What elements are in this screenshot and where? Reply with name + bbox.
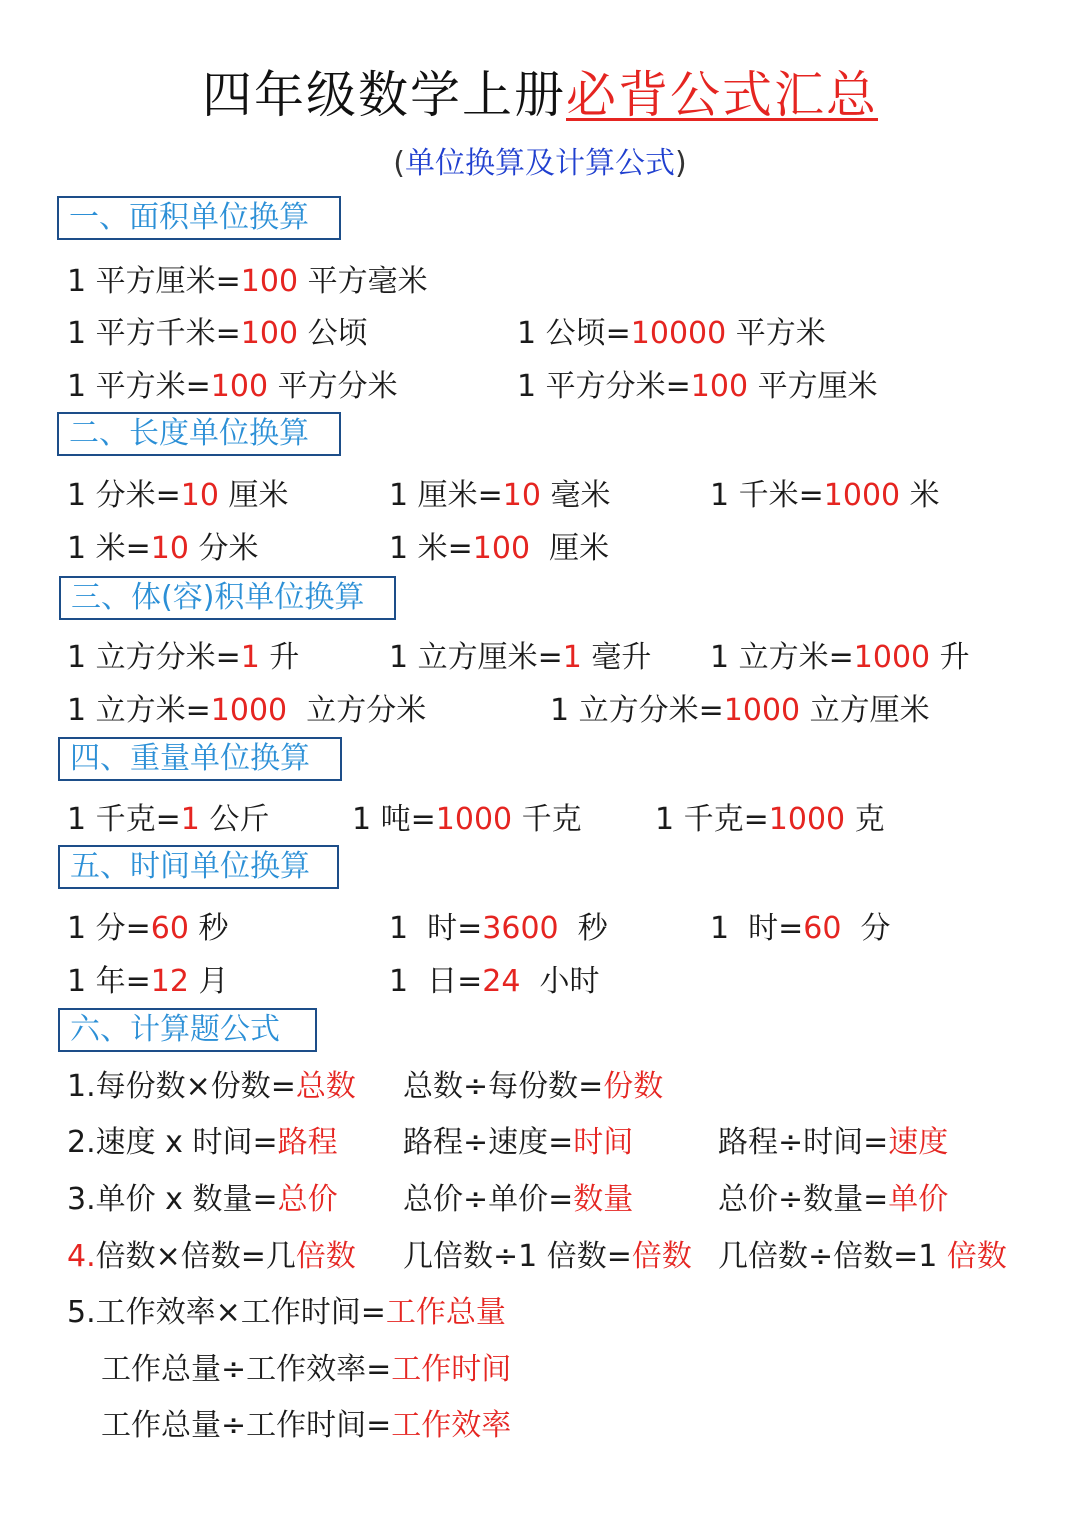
formula-text: 公斤: [199, 802, 270, 837]
formula-text: 1 厘米=: [389, 478, 503, 513]
formula-value: 10: [180, 478, 219, 513]
formula-text: 1 时=: [710, 911, 804, 946]
formula-value: 12: [150, 964, 189, 999]
formula-value: 份数: [603, 1069, 664, 1104]
formula-text: 1 千克=: [655, 802, 769, 837]
page-subtitle: [0, 144, 1080, 184]
formula-text: 平方米: [726, 316, 826, 351]
area-formula: [517, 314, 826, 354]
formula-value: 100: [690, 369, 749, 404]
formula-text: 毫升: [581, 640, 652, 675]
formula-text: 1 米=: [389, 531, 473, 566]
formula-text: 1 日=: [389, 964, 483, 999]
formula-text: 秒: [188, 911, 229, 946]
formula-text: 米: [900, 478, 940, 513]
formula-value: 1000: [210, 693, 288, 728]
formula-text: 升: [930, 640, 970, 675]
formula-value: 4.: [67, 1239, 96, 1274]
formula-value: 单价: [888, 1182, 949, 1217]
formula-text: 1 平方分米=: [517, 369, 691, 404]
formula-text: 平方厘米: [748, 369, 878, 404]
calc-formula: [67, 1180, 338, 1220]
formula-text: 平方分米: [268, 369, 398, 404]
formula-text: 秒: [558, 911, 608, 946]
formula-value: 100: [472, 531, 531, 566]
calc-formula: [67, 1293, 506, 1333]
formula-text: 1 平方米=: [67, 369, 211, 404]
formula-text: 工作总量÷工作效率=: [101, 1352, 392, 1387]
calc-formula: [101, 1406, 511, 1446]
formula-value: 1000: [723, 693, 801, 728]
subtitle-open: (: [393, 146, 405, 181]
formula-text: 克: [845, 802, 885, 837]
formula-value: 3600: [482, 911, 559, 946]
formula-value: 100: [240, 316, 299, 351]
section-time-header: 五、时间单位换算: [58, 845, 339, 889]
formula-text: 分米: [188, 531, 259, 566]
formula-text: 1 立方厘米=: [389, 640, 563, 675]
formula-value: 100: [210, 369, 269, 404]
formula-text: 1 公顷=: [517, 316, 631, 351]
formula-text: 总价÷数量=: [718, 1182, 889, 1217]
formula-value: 倍数: [631, 1239, 692, 1274]
formula-text: 小时: [520, 964, 600, 999]
formula-text: 1 时=: [389, 911, 483, 946]
length-formula: [389, 529, 609, 569]
formula-value: 1000: [768, 802, 846, 837]
formula-text: 工作总量÷工作时间=: [101, 1408, 392, 1443]
formula-text: 立方厘米: [800, 693, 930, 728]
formula-text: 厘米: [218, 478, 289, 513]
section-volume-header: 三、体(容)积单位换算: [59, 576, 396, 620]
formula-text: 几倍数÷1 倍数=: [403, 1239, 632, 1274]
volume-formula: [389, 638, 651, 678]
formula-text: 月: [188, 964, 229, 999]
calc-formula: [403, 1067, 663, 1107]
formula-text: 平方毫米: [298, 264, 428, 299]
formula-text: 总数÷每份数=: [403, 1069, 604, 1104]
formula-text: 5.工作效率×工作时间=: [67, 1295, 386, 1330]
formula-value: 1000: [823, 478, 901, 513]
title-highlight: 必背公式汇总: [566, 66, 878, 124]
formula-text: 2.速度 x 时间=: [67, 1125, 278, 1160]
formula-text: 1 米=: [67, 531, 151, 566]
section-calc-header: 六、计算题公式: [58, 1008, 317, 1052]
formula-value: 100: [240, 264, 299, 299]
area-formula: [517, 367, 878, 407]
formula-text: 路程÷时间=: [718, 1125, 889, 1160]
formula-text: 1 吨=: [352, 802, 436, 837]
volume-formula: [550, 691, 930, 731]
weight-formula: [352, 800, 582, 840]
calc-formula: [403, 1123, 633, 1163]
formula-value: 10: [150, 531, 189, 566]
formula-value: 工作时间: [391, 1352, 512, 1387]
calc-formula: [403, 1237, 692, 1277]
formula-text: 1 立方米=: [67, 693, 211, 728]
volume-formula: [67, 691, 426, 731]
formula-text: 几倍数÷倍数=1: [718, 1239, 947, 1274]
area-formula: [67, 314, 368, 354]
subtitle-close: ): [675, 146, 687, 181]
formula-text: 千克: [512, 802, 582, 837]
formula-value: 60: [803, 911, 842, 946]
calc-formula: [403, 1180, 633, 1220]
section-area-header: 一、面积单位换算: [57, 196, 341, 240]
time-formula: [710, 909, 891, 949]
area-formula: [67, 367, 398, 407]
length-formula: [67, 476, 289, 516]
formula-value: 总数: [295, 1069, 356, 1104]
formula-value: 1: [562, 640, 582, 675]
volume-formula: [67, 638, 299, 678]
page-title: [0, 62, 1080, 128]
time-formula: [67, 962, 229, 1002]
formula-value: 1: [180, 802, 200, 837]
section-length-header: 二、长度单位换算: [57, 412, 341, 456]
calc-formula: [718, 1237, 1007, 1277]
formula-value: 工作总量: [385, 1295, 506, 1330]
calc-formula: [67, 1123, 338, 1163]
time-formula: [389, 909, 608, 949]
formula-text: 厘米: [530, 531, 610, 566]
formula-text: 1 立方分米=: [67, 640, 241, 675]
formula-value: 1000: [435, 802, 513, 837]
formula-value: 数量: [573, 1182, 634, 1217]
formula-text: 3.单价 x 数量=: [67, 1182, 278, 1217]
formula-text: 总价÷单价=: [403, 1182, 574, 1217]
formula-value: 时间: [573, 1125, 634, 1160]
calc-formula: [67, 1237, 356, 1277]
formula-value: 24: [482, 964, 521, 999]
formula-text: 毫米: [540, 478, 611, 513]
formula-value: 总价: [277, 1182, 338, 1217]
formula-text: 1 平方厘米=: [67, 264, 241, 299]
weight-formula: [655, 800, 885, 840]
weight-formula: [67, 800, 269, 840]
formula-value: 倍数: [295, 1239, 356, 1274]
calc-formula: [718, 1180, 948, 1220]
formula-text: 1 立方米=: [710, 640, 854, 675]
area-formula: [67, 262, 428, 302]
length-formula: [67, 529, 259, 569]
time-formula: [389, 962, 600, 1002]
formula-text: 倍数×倍数=几: [95, 1239, 296, 1274]
formula-value: 60: [150, 911, 189, 946]
time-formula: [67, 909, 229, 949]
formula-text: 分: [841, 911, 891, 946]
formula-text: 1 分=: [67, 911, 151, 946]
calc-formula: [67, 1067, 356, 1107]
formula-text: 1 千米=: [710, 478, 824, 513]
formula-text: 升: [259, 640, 300, 675]
formula-value: 1000: [853, 640, 931, 675]
formula-text: 1 年=: [67, 964, 151, 999]
formula-text: 1 平方千米=: [67, 316, 241, 351]
volume-formula: [710, 638, 970, 678]
formula-value: 1: [240, 640, 260, 675]
section-weight-header: 四、重量单位换算: [58, 737, 342, 781]
title-main: 四年级数学上册: [202, 66, 566, 124]
length-formula: [389, 476, 611, 516]
subtitle-text: 单位换算及计算公式: [405, 146, 675, 181]
formula-text: 1 立方分米=: [550, 693, 724, 728]
formula-text: 立方分米: [287, 693, 427, 728]
length-formula: [710, 476, 940, 516]
formula-text: 1 分米=: [67, 478, 181, 513]
formula-value: 路程: [277, 1125, 338, 1160]
calc-formula: [718, 1123, 948, 1163]
formula-value: 工作效率: [391, 1408, 512, 1443]
formula-text: 1.每份数×份数=: [67, 1069, 296, 1104]
formula-value: 10: [502, 478, 541, 513]
formula-text: 1 千克=: [67, 802, 181, 837]
formula-text: 路程÷速度=: [403, 1125, 574, 1160]
formula-value: 10000: [630, 316, 727, 351]
formula-value: 倍数: [946, 1239, 1007, 1274]
formula-value: 速度: [888, 1125, 949, 1160]
calc-formula: [101, 1350, 511, 1390]
formula-text: 公顷: [298, 316, 368, 351]
